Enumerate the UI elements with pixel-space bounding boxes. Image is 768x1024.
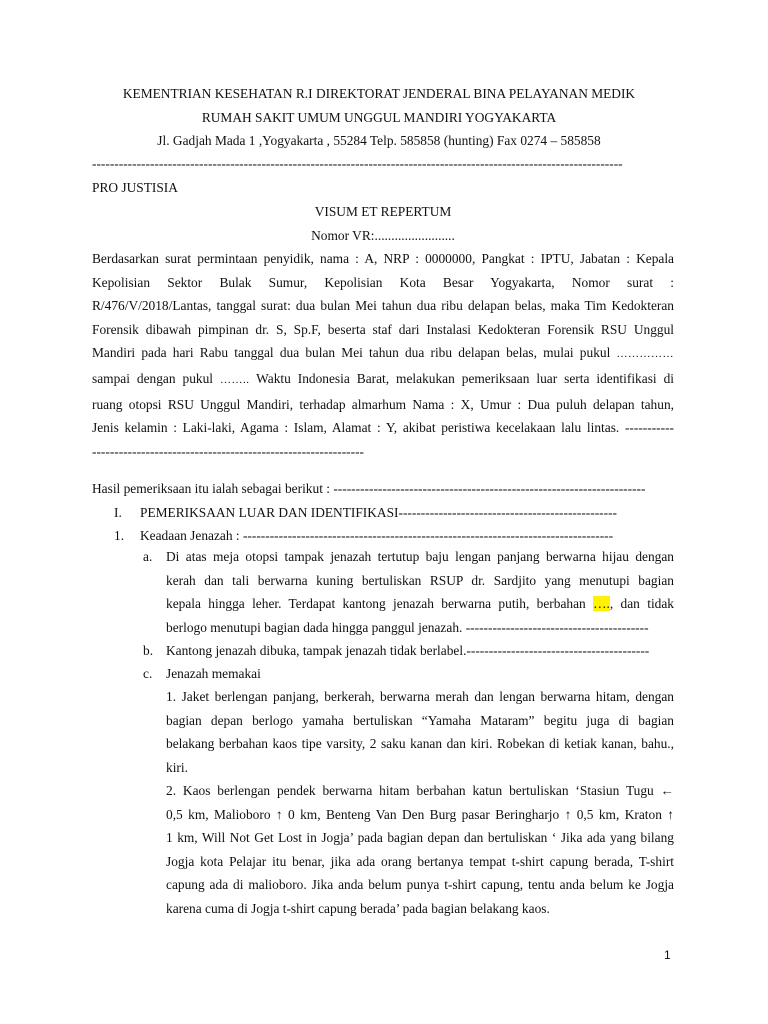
page-number: 1 bbox=[664, 948, 671, 962]
letterhead-address: Jl. Gadjah Mada 1 ,Yogyakarta , 55284 Telp. 585858 (hunting) Fax 0274 – 585858 bbox=[157, 133, 601, 149]
item-c-text: Jenazah memakai bbox=[166, 666, 261, 681]
item-number: 1. bbox=[114, 528, 125, 543]
pro-justisia-label: PRO JUSTISIA bbox=[92, 180, 178, 195]
letterhead bbox=[80, 82, 678, 153]
item-title: Keadaan Jenazah : ----------------------------------------------------------------------------------- bbox=[140, 528, 614, 543]
section-number: I. bbox=[114, 505, 122, 520]
letterhead-rule: ----------------------------------------------------------------------------------------------------------------------- bbox=[92, 156, 623, 171]
list-letter-c: c. bbox=[143, 666, 153, 681]
clothing-line: Jogja kota Pelajar itu benar, jika ada orang bertanya tempat t-shirt capung berada, T-shirt bbox=[166, 853, 674, 869]
intro-text: sampai dengan pukul bbox=[92, 370, 220, 386]
item-a-line: Di atas meja otopsi tampak jenazah tertutup baju lengan panjang berwarna hijau dengan bbox=[166, 549, 674, 564]
list-letter-b: b. bbox=[143, 643, 154, 658]
clothing-line: kiri. bbox=[166, 759, 188, 775]
intro-line: ------------------------------------------------------------- bbox=[92, 443, 365, 459]
letterhead-hospital: RUMAH SAKIT UMUM UNGGUL MANDIRI YOGYAKARTA bbox=[201, 109, 557, 125]
time-placeholder: …………… bbox=[616, 348, 674, 361]
intro-line bbox=[92, 341, 674, 367]
clothing-item-2 bbox=[166, 779, 674, 921]
item-b-text: Kantong jenazah dibuka, tampak jenazah tidak berlabel.----------------------------------------- bbox=[166, 643, 650, 658]
item-a-text-part: , dan tidak bbox=[609, 596, 674, 612]
clothing-line: karena cuma di Jogja t-shirt capung berada’ pada bagian belakang kaos. bbox=[166, 900, 550, 916]
intro-text: Waktu Indonesia Barat, melakukan pemeriksaan luar serta identifikasi di bbox=[249, 370, 674, 386]
intro-line: R/476/V/2018/Lantas, tanggal surat: dua bulan Mei tahun dua ribu delapan belas, maka Tim Kedokteran bbox=[92, 298, 674, 314]
intro-line: ruang otopsi RSU Unggul Mandiri, terhadap almarhum Nama : X, Umur : Dua puluh delapan tahun, bbox=[92, 396, 674, 412]
clothing-line: 0,5 km, Malioboro ↑ 0 km, Benteng Van Den Burg pasar Beringharjo ↑ 0,5 km, Kraton ↑ bbox=[166, 806, 674, 822]
intro-line: Berdasarkan surat permintaan penyidik, nama : A, NRP : 0000000, Pangkat : IPTU, Jabatan : Kepala bbox=[92, 251, 674, 266]
list-letter-a: a. bbox=[143, 549, 153, 564]
document-number: Nomor VR:........................ bbox=[311, 228, 455, 243]
letterhead-ministry: KEMENTRIAN KESEHATAN R.I DIREKTORAT JENDERAL BINA PELAYANAN MEDIK bbox=[122, 86, 636, 101]
clothing-item-1 bbox=[166, 685, 674, 779]
clothing-line: bagian depan berlogo yamaha bertuliskan “Yamaha Mataram” begitu juga di bagian bbox=[166, 712, 674, 728]
intro-line: Jenis kelamin : Laki-laki, Agama : Islam, Alamat : Y, akibat peristiwa kecelakaan lalu lintas. ----------- bbox=[92, 420, 674, 436]
clothing-line: capung ada di malioboro. Jika anda belum punya t-shirt capung, tentu anda belum ke Jogja bbox=[166, 877, 674, 893]
clothing-line: 1 km, Will Not Get Lost in Jogja’ pada bagian depan dan bertuliskan ‘ Jika ada yang bilang bbox=[166, 830, 674, 846]
results-intro: Hasil pemeriksaan itu ialah sebagai berikut : ---------------------------------------------------------------------- bbox=[92, 481, 646, 496]
section-title: PEMERIKSAAN LUAR DAN IDENTIFIKASI------------------------------------------------- bbox=[140, 505, 618, 520]
item-a-line: berlogo menutupi bagian dada hingga panggul jenazah. ----------------------------------------- bbox=[166, 619, 649, 635]
item-a-text bbox=[166, 545, 674, 639]
clothing-line: 1. Jaket berlengan panjang, berkerah, berwarna merah dan lengan berwarna hitam, dengan bbox=[166, 689, 674, 704]
clothing-line: belakang berbahan kaos tipe varsity, 2 saku kanan dan kiri. Robekan di ketiak kanan, bahu., bbox=[166, 736, 674, 752]
item-a-line: kerah dan tali berwarna kuning bertuliskan RSUP dr. Sardjito yang menutupi bagian bbox=[166, 572, 674, 588]
clothing-line: 2. Kaos berlengan pendek berwarna hitam berbahan katun bertuliskan ‘Stasiun Tugu ← bbox=[166, 783, 674, 798]
document-title: VISUM ET REPERTUM bbox=[314, 204, 452, 219]
time-placeholder: …….. bbox=[219, 373, 250, 386]
item-a-line bbox=[166, 592, 674, 616]
intro-text: Mandiri pada hari Rabu tanggal dua bulan Mei tahun dua ribu delapan belas, mulai pukul bbox=[92, 345, 617, 361]
intro-line: Kepolisian Sektor Bulak Sumur, Kepolisian Kota Besar Yogyakarta, Nomor surat : bbox=[92, 274, 674, 290]
intro-paragraph bbox=[92, 247, 674, 463]
item-a-text-part: kepala hingga leher. Terdapat kantong jenazah berwarna putih, berbahan bbox=[166, 596, 594, 612]
intro-line bbox=[92, 367, 674, 393]
intro-line: Forensik dibawah pimpinan dr. S, Sp.F, beserta staf dari Instalasi Kedokteran Forensik RSU Unggul bbox=[92, 321, 674, 337]
highlighted-placeholder: …. bbox=[593, 596, 610, 612]
